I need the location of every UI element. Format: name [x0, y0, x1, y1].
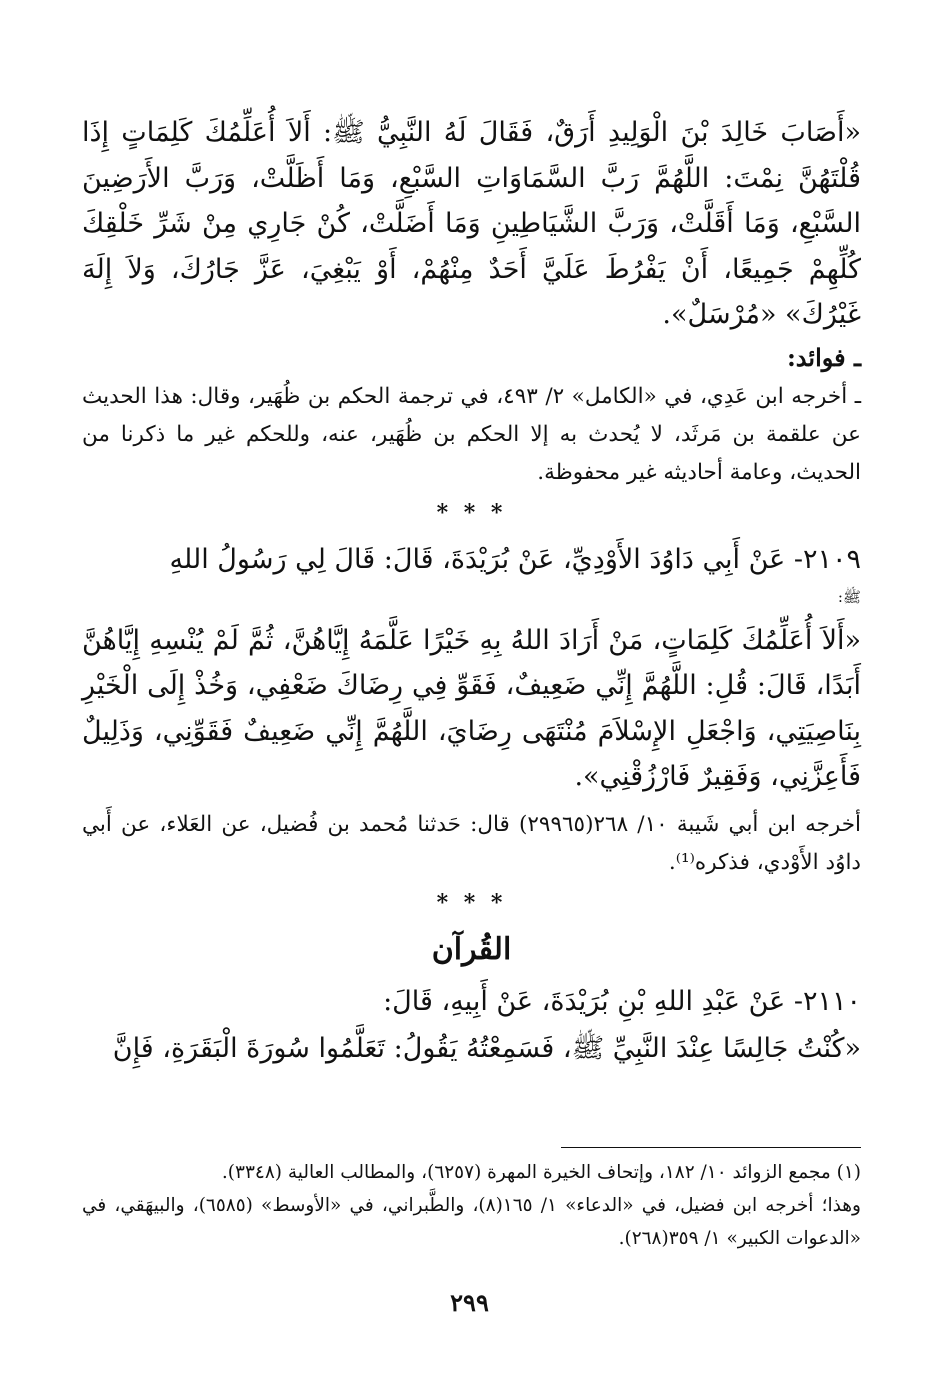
section-separator: * * *: [436, 499, 507, 526]
footnote-1: (١) مجمع الزوائد ١٠/ ١٨٢، وإتحاف الخيرة المهرة (٦٢٥٧)، والمطالب العالية (٣٣٤٨).: [221, 1162, 861, 1183]
hadith-2109-takhrij: أخرجه ابن أبي شَيبة ١٠/ ٢٦٨(٢٩٩٦٥) قال: حَدثنا مُحمد بن فُضيل، عن العَلاء، عن أَبي داوُد الأَوْدي، فذكره⁽¹⁾.: [82, 811, 862, 875]
fawaid-text: ـ أخرجه ابن عَدِي، في «الكامل» ٢/ ٤٩٣، في ترجمة الحكم بن ظُهَير، وقال: هذا الحديث عن علقمة بن مَرثَد، لا يُحدث به إلا الحكم بن ظُهَير، عنه، وللحكم غير ما ذكرنا من الحديث، وعامة أحاديثه غير محفوظة.: [82, 383, 861, 485]
section-separator: * * *: [436, 889, 507, 916]
hadith-2109-text: «أَلاَ أُعَلِّمُكَ كَلِمَاتٍ، مَنْ أَرَادَ اللهُ بِهِ خَيْرًا عَلَّمَهُ إِيَّاهُنَّ، ثُمَّ لَمْ يُنْسِهِ إِيَّاهُنَّ أَبَدًا، قَالَ: قُلِ: اللَّهُمَّ إِنِّي ضَعِيفٌ، فَقَوِّ فِي رِضَاكَ ضَعْفِي، وَخُذْ إِلَى الْخَيْرِ بِنَاصِيَتِي، وَاجْعَلِ الإِسْلاَمَ مُنْتَهَى رِضَايَ، اللَّهُمَّ إِنِّي ضَعِيفٌ فَقَوِّنِي، وَذَلِيلٌ فَأَعِزَّنِي، وَفَقِيرٌ فَارْزُقْنِي».: [82, 624, 861, 792]
hadith-2109-heading: ٢١٠٩- عَنْ أَبِي دَاوُدَ الأَوْدِيِّ، عَنْ بُرَيْدَةَ، قَالَ: قَالَ لِي رَسُولُ اللهِ: [169, 543, 861, 575]
footnote-divider: [561, 1147, 861, 1148]
hadith-2110-heading: ٢١١٠- عَنْ عَبْدِ اللهِ بْنِ بُرَيْدَةَ، عَنْ أَبِيهِ، قَالَ:: [383, 985, 861, 1017]
page-number: ٢٩٩: [450, 1288, 489, 1317]
salawat-glyph: ﷺ:: [837, 587, 861, 606]
footnotes: [82, 1147, 861, 1255]
hadith-2108-text: «أَصَابَ خَالِدَ بْنَ الْوَلِيدِ أَرَقٌ، فَقَالَ لَهُ النَّبِيُّ ﷺ: أَلاَ أُعَلِّمُكَ كَلِمَاتٍ إِذَا قُلْتَهُنَّ نِمْتَ: اللَّهُمَّ رَبَّ السَّمَاوَاتِ السَّبْعِ، وَمَا أَظَلَّتْ، وَرَبَّ الأَرَضِينَ السَّبْعِ، وَمَا أَقَلَّتْ، وَرَبَّ الشَّيَاطِينِ وَمَا أَضَلَّتْ، كُنْ جَارِي مِنْ شَرِّ خَلْقِكَ كُلِّهِمْ جَمِيعًا، أَنْ يَفْرُطَ عَلَيَّ أَحَدٌ مِنْهُمْ، أَوْ يَبْغِيَ، عَزَّ جَارُكَ، وَلاَ إِلَهَ غَيْرُكَ» «مُرْسَلٌ».: [82, 117, 861, 330]
fawaid-heading: ـ فوائد:: [786, 342, 861, 372]
section-title: القُرآن: [431, 931, 512, 967]
footnote-1-continued: وهذا؛ أخرجه ابن فضيل، في «الدعاء» ١/ ١٦٥(٨)، والطَّبراني، في «الأوسط» (٦٥٨٥)، والبيهَقي، في «الدعوات الكبير» ١/ ٣٥٩(٢٦٨).: [82, 1195, 861, 1249]
hadith-2110-text: «كُنْتُ جَالِسًا عِنْدَ النَّبِيِّ ﷺ، فَسَمِعْتُهُ يَقُولُ: تَعَلَّمُوا سُورَةَ الْبَقَرَةِ، فَإِنَّ: [112, 1032, 861, 1064]
